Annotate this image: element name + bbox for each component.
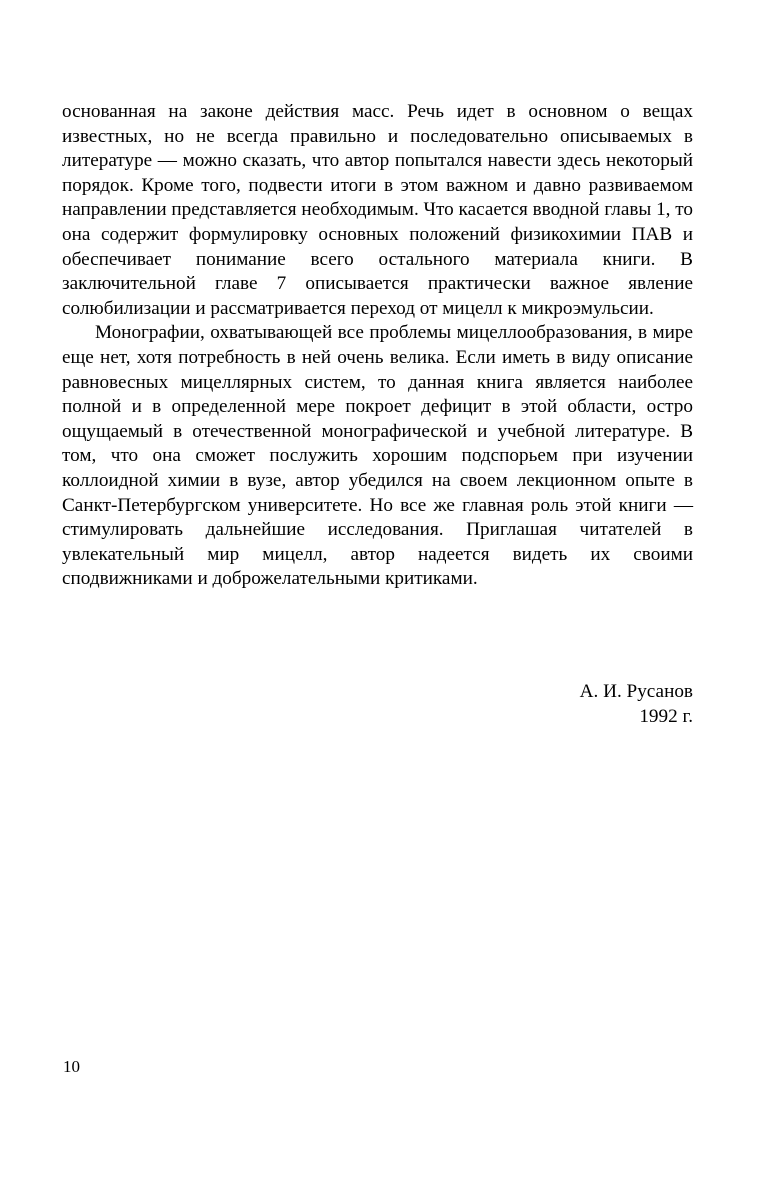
page-body [62, 100, 693, 592]
paragraph-monograph: Монографии, охватывающей все проблемы мицеллообразования, в мире еще нет, хотя потребность в ней очень велика. Если иметь в виду описание равновесных мицеллярных систем, то данная книга является наиболее полной и в определенной мере покроет дефицит в этой области, остро ощущаемый в отечественной монографической и учебной литературе. В том, что она сможет послужить хорошим подспорьем при изучении коллоидной химии в вузе, автор убедился на своем лекционном опыте в Санкт-Петербургском университете. Но все же главная роль этой книги — стимулировать дальнейшие исследования. Приглашая читателей в увлекательный мир мицелл, автор надеется видеть их своими сподвижниками и доброжелательными критиками. [62, 322, 693, 590]
paragraph-continuation: основанная на законе действия масс. Речь идет в основном о вещах известных, но не всегда правильно и последовательно описываемых в литературе — можно сказать, что автор попытался навести здесь некоторый порядок. Кроме того, подвести итоги в этом важном и давно развиваемом направлении представляется необходимым. Что касается вводной главы 1, то она содержит формулировку основных положений физикохимии ПАВ и обеспечивает понимание всего остального материала книги. В заключительной главе 7 описывается практически важное явление солюбилизации и рассматривается переход от мицелл к микроэмульсии. [62, 101, 693, 319]
signature-year: 1992 г. [639, 706, 693, 727]
page-number: 10 [63, 1057, 80, 1076]
signature-block [580, 679, 693, 729]
author-name: А. И. Русанов [579, 681, 693, 702]
